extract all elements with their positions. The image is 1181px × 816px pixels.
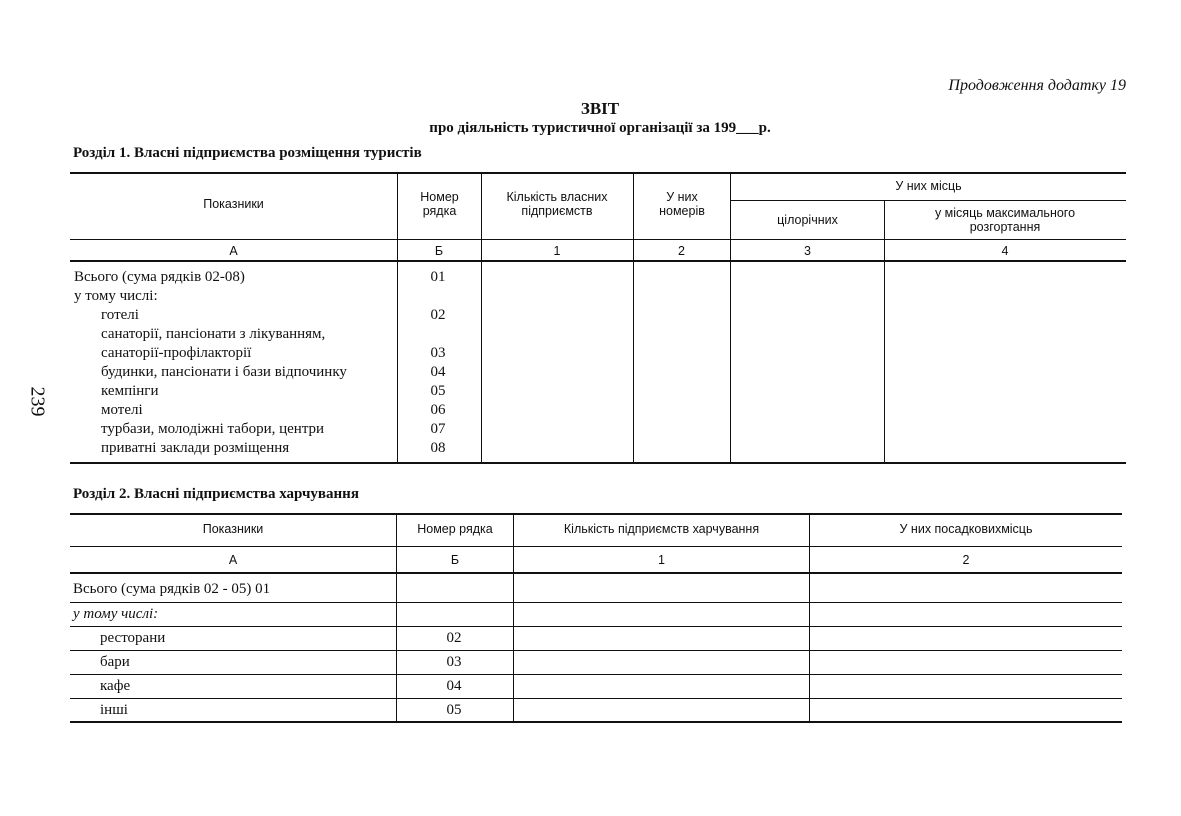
s2-col-seats: У них посадковихмісць bbox=[899, 522, 1033, 536]
s1-row-num: 01 bbox=[430, 269, 446, 285]
s1-code: Б bbox=[434, 244, 444, 258]
s2-code: А bbox=[228, 553, 238, 567]
s1-row-num: 05 bbox=[430, 383, 446, 399]
s2-row-num: 05 bbox=[446, 702, 462, 718]
s1-row-label: приватні заклади розміщення bbox=[101, 440, 290, 456]
s2-col-indicators: Показники bbox=[202, 522, 264, 536]
s1-row-label: санаторії-профілакторії bbox=[101, 345, 252, 361]
s1-col-row-number: Номер рядка bbox=[420, 190, 459, 218]
s2-row-num: 03 bbox=[446, 654, 462, 670]
report-subtitle: про діяльність туристичної організації за 199___р. bbox=[429, 120, 771, 136]
s1-row-num: 04 bbox=[430, 364, 446, 380]
section2-title: Розділ 2. Власні підприємства харчування bbox=[73, 486, 359, 502]
report-title: ЗВІТ bbox=[580, 99, 620, 118]
s1-code: А bbox=[229, 244, 238, 258]
s2-code: Б bbox=[450, 553, 460, 567]
s1-row-label: турбази, молодіжні табори, центри bbox=[101, 421, 325, 437]
s1-row-label: мотелі bbox=[101, 402, 143, 418]
s1-row-num: 06 bbox=[430, 402, 446, 418]
s1-col-rooms: У них номерів bbox=[659, 190, 705, 218]
s1-row-label: будинки, пансіонати і бази відпочинку bbox=[101, 364, 347, 380]
s1-row-label: у тому числі: bbox=[74, 288, 158, 304]
s2-row-label: бари bbox=[100, 654, 130, 670]
s2-code: 2 bbox=[962, 553, 970, 567]
s2-row-label: інші bbox=[100, 702, 128, 718]
s2-row-label: у тому числі: bbox=[73, 606, 159, 622]
s1-row-label: готелі bbox=[101, 307, 139, 323]
s1-row-label: Всього (сума рядків 02-08) bbox=[74, 269, 245, 285]
s1-row-num: 08 bbox=[430, 440, 446, 456]
s1-code: 2 bbox=[678, 244, 685, 258]
s1-row-label: санаторії, пансіонати з лікуванням, bbox=[101, 326, 326, 342]
s2-col-row-number: Номер рядка bbox=[417, 522, 493, 536]
s1-row-num: 02 bbox=[430, 307, 446, 323]
s2-row-num: 02 bbox=[446, 630, 462, 646]
s1-row-num: 07 bbox=[430, 421, 446, 437]
s2-row-num: 04 bbox=[446, 678, 462, 694]
s2-row-label: ресторани bbox=[100, 630, 166, 646]
s1-row-label: кемпінги bbox=[101, 383, 159, 399]
continuation-label: Продовження додатку 19 bbox=[948, 77, 1126, 94]
s1-col-max-month: у місяць максимального розгортання bbox=[934, 206, 1076, 234]
s1-col-year-round: цілорічних bbox=[777, 213, 838, 227]
s2-code: 1 bbox=[658, 553, 665, 567]
s1-code: 1 bbox=[553, 244, 561, 258]
s1-code: 3 bbox=[804, 244, 811, 258]
s1-col-own-enterprises: Кількість власних підприємств bbox=[506, 190, 608, 218]
s1-row-num: 03 bbox=[430, 345, 446, 361]
s1-code: 4 bbox=[1001, 244, 1009, 258]
section1-title: Розділ 1. Власні підприємства розміщення туристів bbox=[73, 145, 422, 161]
s2-row-label: кафе bbox=[100, 678, 131, 694]
s2-col-food-enterprises: Кількість підприємств харчування bbox=[563, 522, 760, 536]
page-number: 239 bbox=[26, 386, 49, 417]
s1-col-places: У них місць bbox=[895, 179, 962, 193]
s1-col-indicators: Показники bbox=[203, 197, 264, 211]
s2-row-label: Всього (сума рядків 02 - 05) 01 bbox=[73, 581, 271, 597]
